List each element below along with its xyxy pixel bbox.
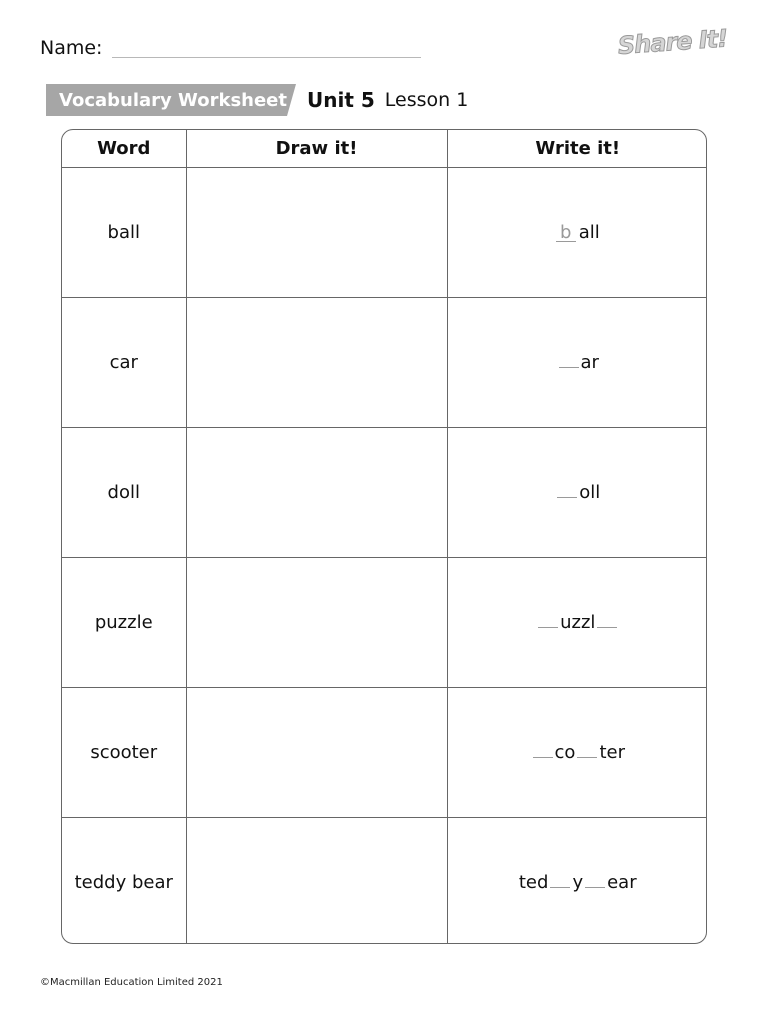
word-cell: scooter [62, 688, 186, 818]
write-cell [447, 168, 707, 298]
letter-blank[interactable] [557, 483, 577, 498]
banner-title: Vocabulary Worksheet [59, 89, 287, 111]
letter-blank[interactable] [538, 613, 558, 628]
word-fragment: ted [518, 872, 549, 893]
word-cell: car [62, 298, 186, 428]
word-fragment: uzzl [560, 612, 596, 633]
draw-cell[interactable] [186, 428, 447, 558]
share-it-logo [617, 24, 729, 66]
word-fragment: all [578, 222, 600, 243]
word-fragment: ear [607, 872, 637, 893]
draw-cell[interactable] [186, 168, 447, 298]
word-fragment: ar [580, 352, 599, 373]
lesson-label: Lesson 1 [384, 89, 469, 111]
table-row [62, 168, 707, 298]
word-fragment: ter [599, 742, 625, 763]
copyright-footer: ©Macmillan Education Limited 2021 [40, 977, 223, 988]
letter-blank[interactable] [577, 743, 597, 758]
write-cell [447, 558, 707, 688]
draw-cell[interactable] [186, 558, 447, 688]
logo-text: Share It! [617, 24, 729, 60]
write-cell [447, 688, 707, 818]
vocabulary-table [61, 129, 707, 944]
name-label: Name: [40, 37, 103, 59]
table-row [62, 428, 707, 558]
table-header-row [62, 130, 707, 168]
write-cell [447, 298, 707, 428]
letter-blank[interactable] [559, 353, 579, 368]
word-fragment: oll [579, 482, 601, 503]
word-cell: teddy bear [62, 818, 186, 945]
word-cell: puzzle [62, 558, 186, 688]
table-row [62, 558, 707, 688]
word-fragment: co [554, 742, 576, 763]
word-cell: doll [62, 428, 186, 558]
worksheet-header [46, 84, 468, 116]
letter-blank[interactable] [550, 873, 570, 888]
letter-blank[interactable] [597, 613, 617, 628]
column-header-draw: Draw it! [186, 130, 447, 168]
table-row [62, 818, 707, 945]
draw-cell[interactable] [186, 688, 447, 818]
column-header-word: Word [62, 130, 186, 168]
example-letter: b [556, 225, 576, 242]
table-row [62, 298, 707, 428]
word-fragment: y [572, 872, 584, 893]
write-cell [447, 428, 707, 558]
letter-blank[interactable] [585, 873, 605, 888]
table-row [62, 688, 707, 818]
worksheet-banner [46, 84, 296, 116]
letter-blank[interactable] [533, 743, 553, 758]
name-input-line[interactable] [112, 37, 421, 58]
draw-cell[interactable] [186, 818, 447, 945]
column-header-write: Write it! [447, 130, 707, 168]
word-cell: ball [62, 168, 186, 298]
draw-cell[interactable] [186, 298, 447, 428]
write-cell [447, 818, 707, 945]
unit-label: Unit 5 [307, 88, 375, 112]
name-row [40, 36, 421, 60]
